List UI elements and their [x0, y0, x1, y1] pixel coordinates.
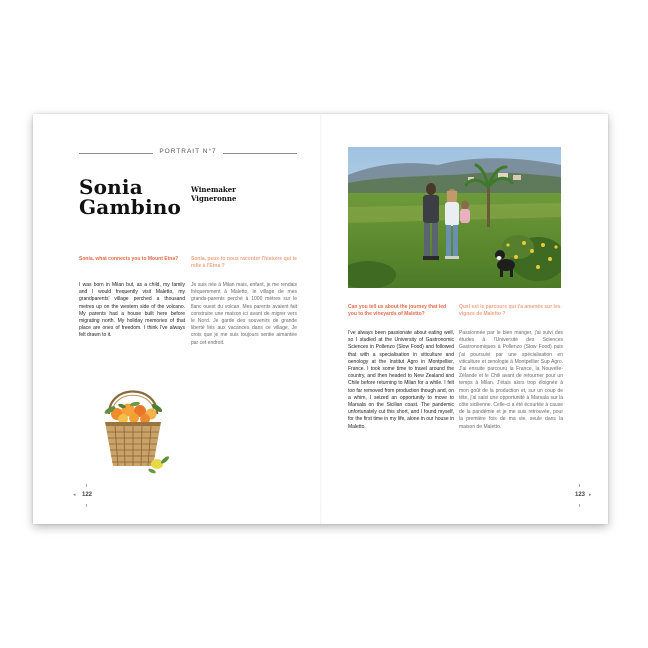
- folio-tick-bottom: [86, 504, 87, 507]
- answer-1-fr: Je suis née à Milan mais, enfant, je me rendais fréquemment à Maletto, le village de mes grands-parents perché à 1000 mètres sur le flanc ouest du volcan. Mes parents avaient fait construire une maison ici avant de migrer vers le Nord. Je garde des souvenirs de grande liberté liés aux vacances dans ce village. Je crois que je me suis toujours sentie aimantée par cet endroit.: [191, 282, 297, 346]
- left-page: [33, 114, 320, 524]
- fruit-basket-illustration: [95, 380, 171, 476]
- role-en: Winemaker: [191, 185, 236, 194]
- name-first: Sonia: [79, 175, 143, 199]
- page-number: 122: [81, 492, 92, 498]
- folio-tick-top: [579, 484, 580, 487]
- question-1-fr: Sonia, peux-tu nous raconter l'histoire qui te relie à l'Etna ?: [191, 256, 297, 270]
- portrait-number: PORTRAIT N°7: [159, 148, 217, 155]
- answer-2-fr: Passionnée par le bien manger, j'ai suivi des études à l'Université des Sciences Gastronomiques à Pollenzo (Slow Food) puis j'ai poursuivi par une spécialisation en viticulture et œnologie à Montpellier Sup Agro. J'ai ensuite parcouru la France, la Nouvelle-Zélande et le Chili avant de retourner pour un temps à Milan. J'étais alors trop éloignée à mon goût de la production et, sur un coup de tête, j'ai saisi une opportunité à Marsala sur la côte sicilienne. Celle-ci a été écourtée à cause de la pandémie et je me suis retrouvée, pour la première fois de ma vie, seule dans la maison de Maletto.: [459, 330, 563, 430]
- folio-right: [566, 484, 594, 510]
- book-spread: [33, 114, 608, 524]
- answer-1-en: I was born in Milan but, as a child, my family and I would frequently visit Maletto, my grandparents' village perched a thousand metres up on the western side of the volcano. My parents had a house built here before migrating north. My holiday memories of that place are ones of freedom. I think I've always felt drawn to it.: [79, 282, 185, 339]
- page-number: 123: [574, 492, 585, 498]
- name-last: Gambino: [79, 195, 182, 219]
- vineyard-portrait-photo: [348, 147, 561, 288]
- folio-arrow-icon: ▸: [589, 492, 592, 498]
- question-2-en: Can you tell us about the journey that led you to the vineyards of Maletto?: [348, 304, 447, 318]
- question-2-fr: Quel est le parcours qui t'a amenée sur les vignes de Maletto ?: [459, 304, 561, 318]
- question-1-en: Sonia, what connects you to Mount Etna?: [79, 256, 179, 262]
- header-rule-left: [79, 153, 153, 154]
- portrait-header: [79, 147, 297, 159]
- right-page: [321, 114, 608, 524]
- folio-tick-bottom: [579, 504, 580, 507]
- header-rule-right: [223, 153, 297, 154]
- person-name: [79, 177, 199, 217]
- answer-2-en: I've always been passionate about eating well, so I studied at the University of Gastronomic Sciences in Pollenzo (Slow Food) and followed that with a specialisation in viticulture and oenology at the Institut Agro in Montpellier, France. I took some time to travel around the country, and then headed to New Zealand and Chile before returning to Milan for a while. I felt too far removed from production though and, on a whim, I seized an opportunity to move to Marsala on the Sicilian coast. The pandemic unfortunately cut this short, and I found myself, for the first time in my life, alone in our house in Maletto.: [348, 330, 454, 430]
- person-role: [191, 185, 271, 203]
- folio-left: [73, 484, 101, 510]
- folio-tick-top: [86, 484, 87, 487]
- role-fr: Vigneronne: [191, 194, 237, 203]
- folio-arrow-icon: ◂: [73, 492, 76, 498]
